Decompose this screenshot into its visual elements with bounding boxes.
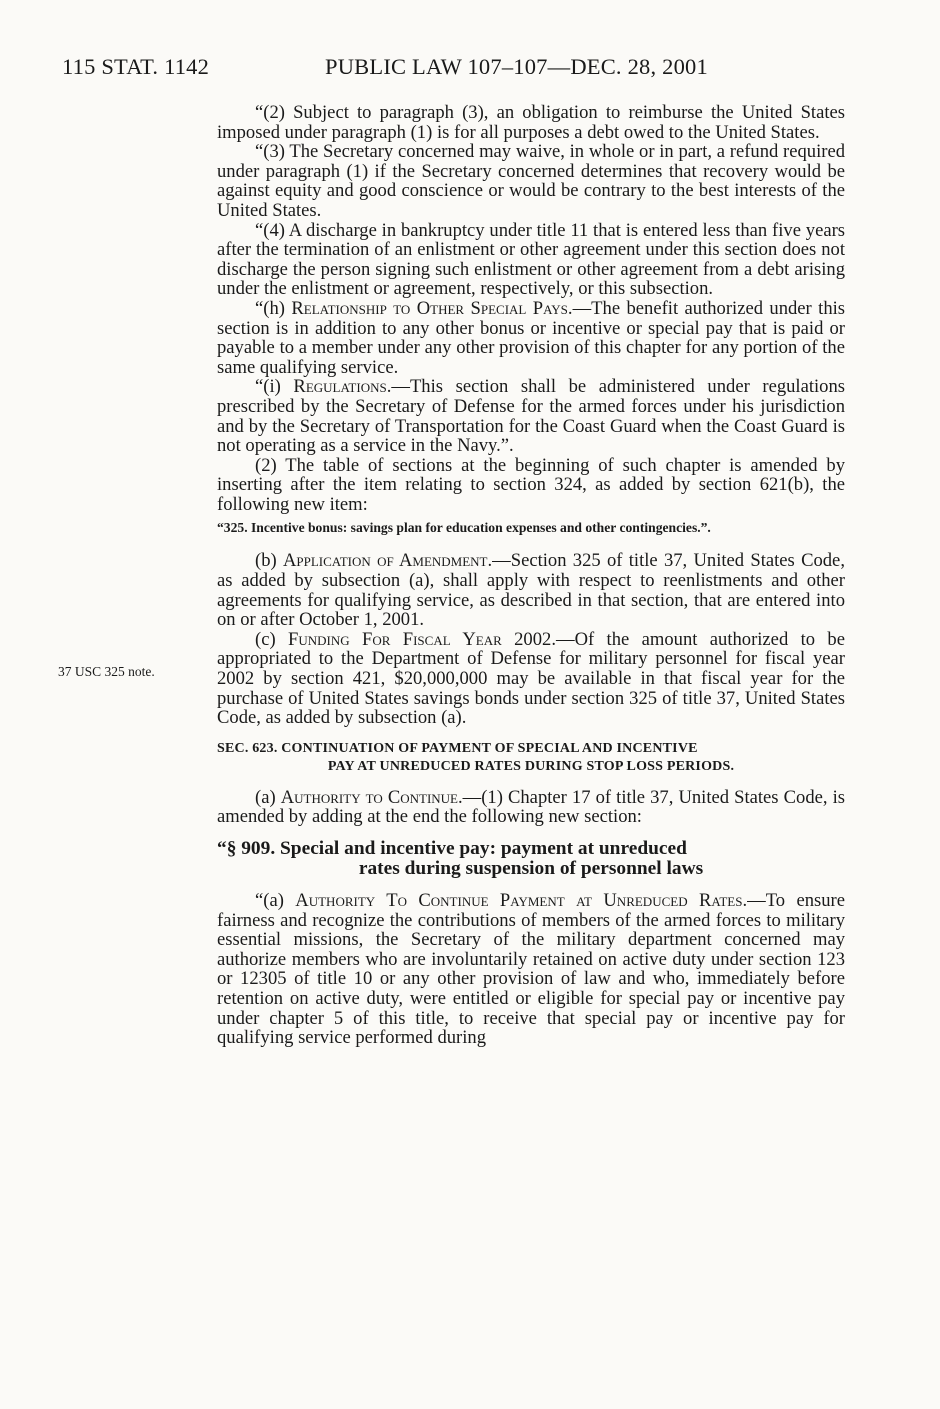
section-909-a-prefix: “(a)	[255, 890, 296, 911]
table-amendment: (2) The table of sections at the beginning of such chapter is amended by inserting after the item relating to section 324, as added by section 621(b), the following new item:	[217, 454, 845, 515]
section-title-line2: rates during suspension of personnel laws	[358, 858, 704, 879]
subsection-i-heading: Regulations.	[293, 376, 392, 398]
subsection-a-prefix: (a)	[255, 786, 281, 808]
subsection-c-text: —Of the amount authorized to be appropriated to the Department of Defense for military personnel for fiscal year 2002 by section 421, $20,000,000 may be available in that fiscal year for the purchase of United States savings bonds under section 325 of title 37, United States Code, as added by subsection (a).	[217, 628, 845, 729]
page-header	[62, 54, 862, 84]
subsection-c-prefix: (c)	[255, 628, 289, 650]
subsection-h	[217, 299, 845, 377]
section-909-subsection-a	[217, 891, 845, 1048]
margin-note-usc: 37 USC 325 note.	[58, 664, 155, 679]
section-title-line1: “§ 909. Special and incentive pay: payment at unreduced	[217, 838, 687, 859]
subsection-i	[217, 377, 845, 455]
statute-citation: 115 STAT. 1142	[62, 54, 210, 79]
section-909-a-heading: Authority To Continue Payment at Unreduced Rates.	[295, 890, 748, 911]
section-heading-line2: PAY AT UNREDUCED RATES DURING STOP LOSS PERIODS.	[327, 758, 735, 774]
subsection-a-text: —(1) Chapter 17 of title 37, United States Code, is amended by adding at the end the following new section:	[217, 786, 845, 828]
paragraph-2: “(2) Subject to paragraph (3), an obligation to reimburse the United States imposed under paragraph (1) is for all purposes a debt owed to the United States.	[217, 102, 845, 143]
subsection-b-heading: Application of Amendment.	[282, 550, 493, 572]
subsection-c	[217, 630, 845, 728]
section-623-heading	[217, 740, 845, 776]
section-heading-line1: SEC. 623. CONTINUATION OF PAYMENT OF SPECIAL AND INCENTIVE	[217, 740, 698, 756]
toc-item: “325. Incentive bonus: savings plan for education expenses and other contingencies.”.	[217, 520, 711, 536]
document-body	[217, 103, 845, 1048]
subsection-b-text: —Section 325 of title 37, United States Code, as added by subsection (a), shall apply with respect to reenlistments and other agreements for qualifying service, as described in that section, that are entered into on or after October 1, 2001.	[217, 550, 845, 631]
subsection-b-prefix: (b)	[255, 550, 283, 572]
subsection-i-text: —This section shall be administered under regulations prescribed by the Secretary of Defense for the armed forces under his jurisdiction and by the Secretary of Transportation for the Coast Guard when the Coast Guard is not operating as a service in the Navy.”.	[217, 376, 845, 457]
paragraph-3: “(3) The Secretary concerned may waive, in whole or in part, a refund required under paragraph (1) if the Secretary concerned determines that recovery would be against equity and good conscience or would be contrary to the best interests of the United States.	[217, 141, 845, 221]
subsection-h-heading: Relationship to Other Special Pays.	[291, 297, 573, 319]
subsection-h-text: —The benefit authorized under this section is in addition to any other bonus or incentive or special pay that is paid or payable to a member under any other provision of this chapter for any portion of the same qualifying service.	[217, 297, 846, 378]
subsection-i-prefix: “(i)	[255, 376, 294, 398]
subsection-a	[217, 788, 845, 827]
section-909-a-text: —To ensure fairness and recognize the contributions of members of the armed forces to military essential missions, the Secretary of the military department concerned may authorize members who are involuntarily retained on active duty under section 123 or 12305 of title 10 or any other provision of law and who, immediately before retention on active duty, were entitled or eligible for special pay or incentive pay under chapter 5 of this title, to receive that special pay or incentive pay for qualifying service performed during	[217, 890, 845, 1049]
subsection-h-prefix: “(h)	[255, 297, 292, 319]
subsection-b	[217, 551, 845, 629]
paragraph-4: “(4) A discharge in bankruptcy under title 11 that is entered less than five years after the termination of an enlistment or other agreement under this section does not discharge the person signing such enlistment or other agreement from a debt arising under the enlistment or agreement, respectively, or this subsection.	[217, 219, 845, 300]
public-law-title: PUBLIC LAW 107–107—DEC. 28, 2001	[325, 54, 708, 79]
subsection-a-heading: Authority to Continue.	[280, 786, 463, 808]
section-909-title	[217, 839, 845, 879]
subsection-c-heading: Funding For Fiscal Year 2002.	[288, 628, 556, 650]
